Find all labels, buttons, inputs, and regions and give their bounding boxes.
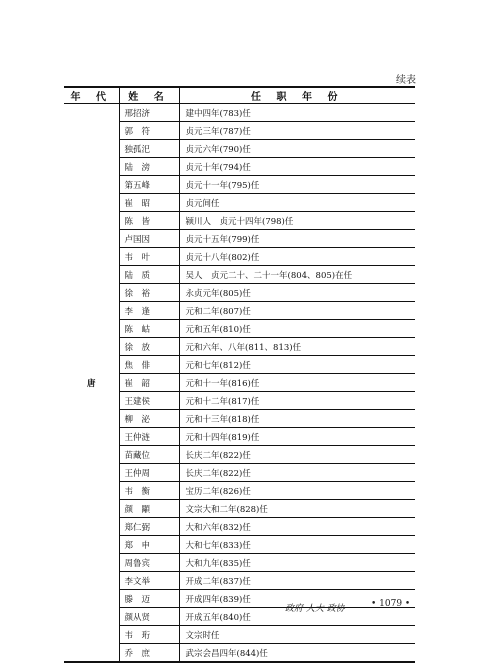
post-years: 长庆二年(822)任 (179, 464, 415, 482)
official-name: 王仲涟 (119, 428, 179, 446)
page-number: • 1079 • (371, 599, 411, 609)
post-years: 开成五年(840)任 (179, 608, 415, 626)
official-name: 李 逢 (119, 302, 179, 320)
official-name: 郑仁弼 (119, 518, 179, 536)
footer-publisher: 政府 人大 政协 (285, 604, 345, 614)
post-years: 元和十一年(816)任 (179, 374, 415, 392)
header-post-years: 任 职 年 份 (179, 87, 415, 104)
official-name: 卢国因 (119, 230, 179, 248)
official-name: 滕 迈 (119, 590, 179, 608)
post-years: 宝历二年(826)任 (179, 482, 415, 500)
official-name: 李文举 (119, 572, 179, 590)
post-years: 元和七年(812)任 (179, 356, 415, 374)
post-years: 元和五年(810)任 (179, 320, 415, 338)
post-years: 文宗时任 (179, 626, 415, 644)
continued-label: 续表 (396, 75, 416, 86)
post-years: 元和二年(807)任 (179, 302, 415, 320)
official-name: 王仲周 (119, 464, 179, 482)
post-years: 元和十二年(817)任 (179, 392, 415, 410)
official-name: 独孤汜 (119, 140, 179, 158)
official-name: 韦 衡 (119, 482, 179, 500)
post-years: 长庆二年(822)任 (179, 446, 415, 464)
post-years: 贞元六年(790)任 (179, 140, 415, 158)
official-name: 焦 俳 (119, 356, 179, 374)
post-years: 贞元十一年(795)任 (179, 176, 415, 194)
official-name: 郭 符 (119, 122, 179, 140)
table-header-row (64, 87, 415, 104)
official-name: 苗藏位 (119, 446, 179, 464)
table-body (64, 104, 415, 663)
official-name: 徐 裕 (119, 284, 179, 302)
official-name: 郑 申 (119, 536, 179, 554)
official-name: 陆 质 (119, 266, 179, 284)
official-name: 颜 顒 (119, 500, 179, 518)
post-years: 建中四年(783)任 (179, 104, 415, 122)
post-years: 元和十三年(818)任 (179, 410, 415, 428)
post-years: 大和七年(833)任 (179, 536, 415, 554)
table-row (64, 104, 415, 122)
era-cell: 唐 (64, 104, 119, 663)
official-name: 韦 叶 (119, 248, 179, 266)
official-name: 徐 放 (119, 338, 179, 356)
post-years: 开成二年(837)任 (179, 572, 415, 590)
officials-table (64, 86, 415, 663)
official-name: 第五峰 (119, 176, 179, 194)
official-name: 崔 韶 (119, 374, 179, 392)
post-years: 贞元间任 (179, 194, 415, 212)
post-years: 吴人 贞元二十、二十一年(804、805)在任 (179, 266, 415, 284)
official-name: 邢招济 (119, 104, 179, 122)
official-name: 颜从贤 (119, 608, 179, 626)
post-years: 贞元十五年(799)任 (179, 230, 415, 248)
official-name: 陆 滂 (119, 158, 179, 176)
official-name: 陈 岵 (119, 320, 179, 338)
post-years: 永贞元年(805)任 (179, 284, 415, 302)
official-name: 周鲁宾 (119, 554, 179, 572)
header-name: 姓 名 (119, 87, 179, 104)
post-years: 文宗大和二年(828)任 (179, 500, 415, 518)
post-years: 元和六年、八年(811、813)任 (179, 338, 415, 356)
post-years: 开成四年(839)任 (179, 590, 415, 608)
post-years: 大和九年(835)任 (179, 554, 415, 572)
post-years: 颍川人 贞元十四年(798)任 (179, 212, 415, 230)
post-years: 武宗会昌四年(844)任 (179, 644, 415, 663)
header-era: 年 代 (64, 87, 119, 104)
official-name: 柳 泌 (119, 410, 179, 428)
post-years: 贞元十年(794)任 (179, 158, 415, 176)
post-years: 元和十四年(819)任 (179, 428, 415, 446)
official-name: 韦 珩 (119, 626, 179, 644)
official-name: 陈 皆 (119, 212, 179, 230)
official-name: 崔 昭 (119, 194, 179, 212)
official-name: 乔 庶 (119, 644, 179, 663)
official-name: 王建侯 (119, 392, 179, 410)
post-years: 贞元三年(787)任 (179, 122, 415, 140)
post-years: 贞元十八年(802)任 (179, 248, 415, 266)
post-years: 大和六年(832)任 (179, 518, 415, 536)
